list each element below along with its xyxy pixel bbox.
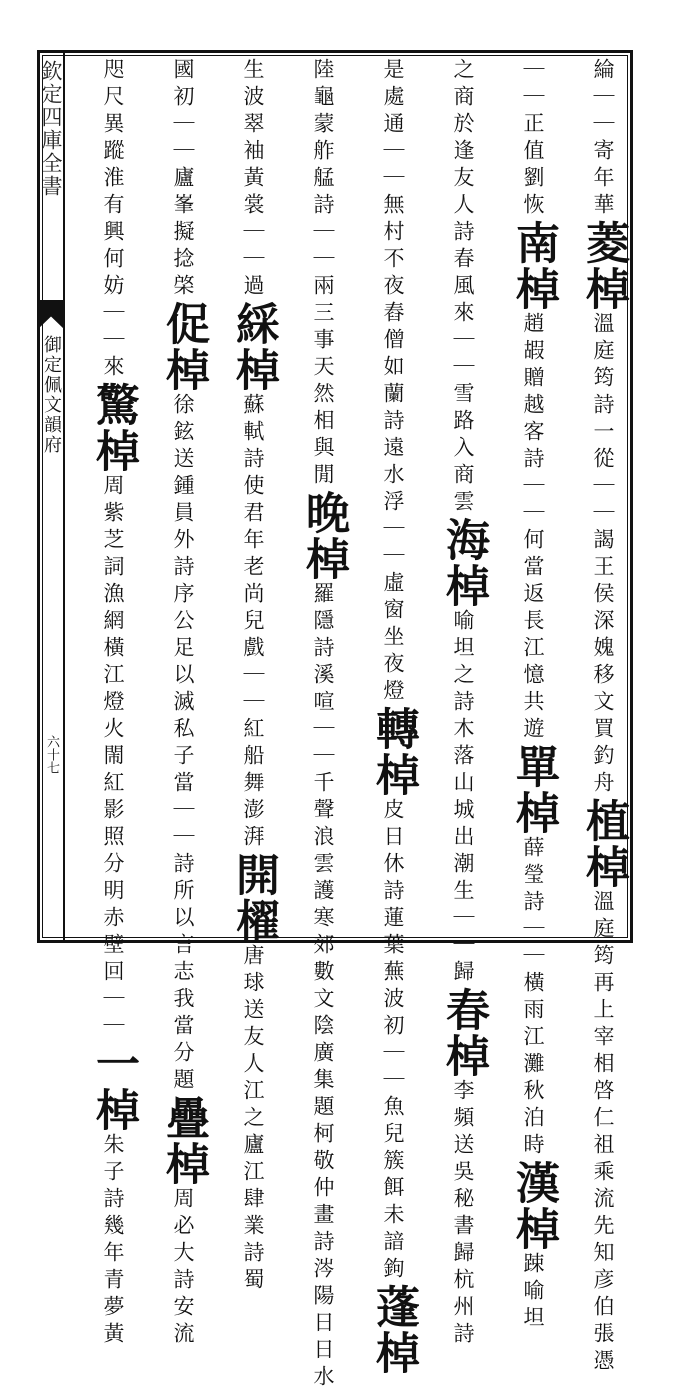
- headword: 綵棹: [228, 301, 279, 393]
- text-column-3: [438, 58, 489, 1349]
- headword: 轉棹: [368, 706, 419, 798]
- gloss-text: 趙嘏贈越客詩｜｜何當返長江憶共遊: [521, 312, 545, 744]
- gloss-text: 溫庭筠再上宰相啓仁祖乘流先知彦伯張憑: [591, 890, 615, 1376]
- gloss-text: ｜｜正值劉恢: [521, 58, 545, 220]
- text-column-6: [228, 58, 279, 1295]
- headword: 南棹: [508, 220, 559, 312]
- gloss-text: 周紫芝詞漁網橫江燈火閙紅影照分明赤壁回｜｜: [101, 474, 125, 1041]
- headword: 單棹: [508, 744, 559, 836]
- gloss-text: 陸龜蒙舴艋詩｜｜兩三事天然相與閒: [311, 58, 335, 490]
- headword: 春棹: [438, 987, 489, 1079]
- gloss-text: 李頻送吳秘書歸杭州詩: [451, 1079, 475, 1349]
- headword: 海棹: [438, 517, 489, 609]
- gloss-text: 唐球送友人江之廬江肆業詩蜀: [241, 944, 265, 1295]
- headword: 菱棹: [578, 220, 629, 312]
- headword: 驚棹: [88, 382, 139, 474]
- gloss-text: 蘇軾詩使君年老尚兒戲｜｜紅船舞澎湃: [241, 393, 265, 852]
- gloss-text: 徐鉉送鍾員外詩序公足以滅私子當｜｜詩所以言志我當分題: [171, 393, 195, 1095]
- gloss-text: 朱子詩幾年青夢黃: [101, 1133, 125, 1349]
- gloss-text: 咫尺異蹤淮有興何妨｜｜來: [101, 58, 125, 382]
- headword: 晚棹: [298, 490, 349, 582]
- text-column-8: [88, 58, 139, 1349]
- gloss-text: 皮日休詩蓮葉蕪波初｜｜魚兒簇餌未諳鉤: [381, 798, 405, 1284]
- gloss-text: 之商於逢友人詩春風來｜｜雪路入商雲: [451, 58, 475, 517]
- gloss-text: 喻坦之詩木落山城出潮生｜｜歸: [451, 609, 475, 987]
- gloss-text: 國初｜｜廬峯擬捻棨: [171, 58, 195, 301]
- headword: 植棹: [578, 798, 629, 890]
- text-column-5: [298, 58, 349, 1392]
- text-column-1: [578, 58, 629, 1376]
- gloss-text: 溫庭筠詩一從｜｜謁王侯深媿移文買釣舟: [591, 312, 615, 798]
- headword: 漢棹: [508, 1160, 559, 1252]
- gloss-text: 綸｜｜寄年華: [591, 58, 615, 220]
- text-column-2: [508, 58, 559, 1333]
- book-title: 欽定四庫全書: [39, 60, 63, 198]
- gloss-text: 是處通｜｜無村不夜舂僧如蘭詩遠水浮｜｜虛窗坐夜燈: [381, 58, 405, 706]
- gloss-text: 踈喻坦: [521, 1252, 545, 1333]
- headword: 一棹: [88, 1041, 139, 1133]
- headword: 促棹: [158, 301, 209, 393]
- headword: 開櫂: [228, 852, 279, 944]
- gloss-text: 薛瑩詩｜｜橫雨江灘秋泊時: [521, 836, 545, 1160]
- gloss-text: 羅隱詩溪喧｜｜千聲浪雲護寒郊數文陰廣集題柯敬仲畫詩涔陽日日水: [311, 582, 335, 1392]
- gloss-text: 周必大詩安流: [171, 1187, 195, 1349]
- gloss-text: 生波翠袖黃裳｜｜過: [241, 58, 265, 301]
- page-number: 六十七: [44, 735, 59, 774]
- text-column-7: [158, 58, 209, 1349]
- book-label: 御定佩文韻府: [41, 335, 62, 455]
- headword: 疊棹: [158, 1095, 209, 1187]
- text-column-4: [368, 58, 419, 1376]
- headword: 蓬棹: [368, 1284, 419, 1376]
